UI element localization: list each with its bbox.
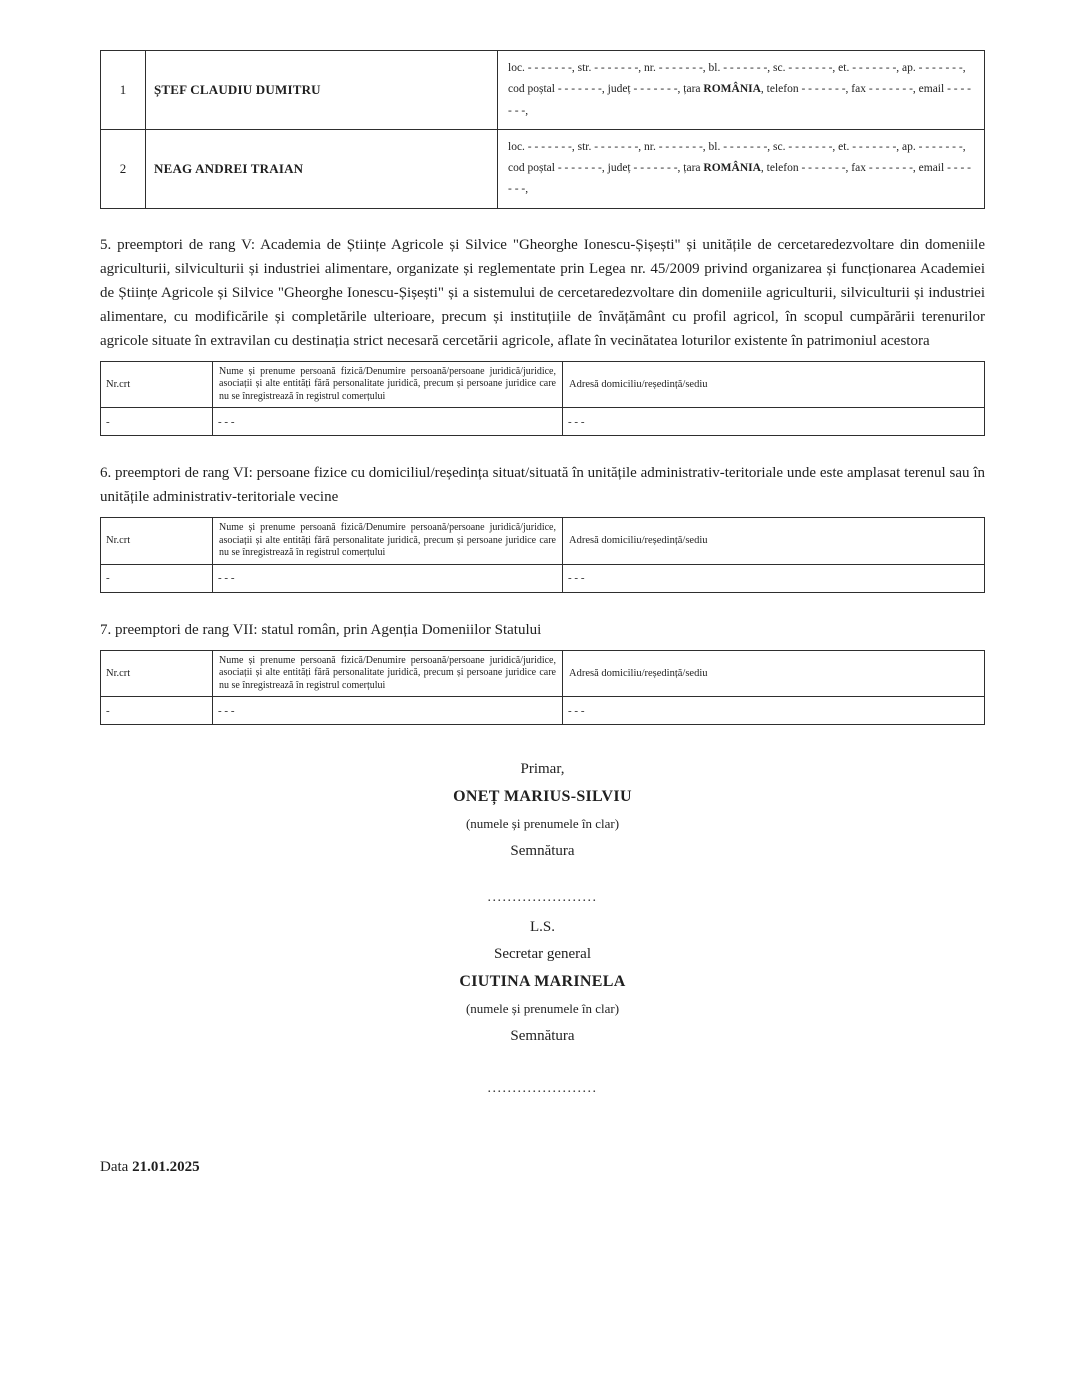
section-rang-vi-paragraph: 6. preemptori de rang VI: persoane fizice cu domiciliul/reședința situat/situată în unitățile administrativ-teritoriale unde este amplasat terenul sau în unitățile administrativ-teritoriale vecine	[100, 465, 985, 506]
table-row	[101, 408, 985, 436]
table-row	[101, 697, 985, 725]
address-text: loc. - - - - - - -, str. - - - - - - -, nr. - - - - - - -, bl. - - - - - - -, sc. - - - - - - -, et. - - - - - - -, ap. - - - - - - -, cod poștal - - - - - - -, județ - - - - - - -, țara	[508, 62, 966, 96]
party-address	[498, 129, 985, 208]
table-header-row	[101, 650, 985, 697]
primar-title: Primar,	[520, 761, 565, 778]
cell-nr: -	[101, 408, 213, 436]
signature-label: Semnătura	[510, 1028, 575, 1045]
secretary-name: CIUTINA MARINELA	[459, 973, 626, 991]
signature-label: Semnătura	[510, 843, 575, 860]
header-name: Nume și prenume persoană fizică/Denumire persoană/persoane juridică/juridice, asociații și alte entități fără personalitate juridică, precum și persoane juridice care nu se înregistrează în registrul comerțului	[213, 518, 563, 565]
header-name: Nume și prenume persoană fizică/Denumire persoană/persoane juridică/juridice, asociații și alte entități fără personalitate juridică, precum și persoane juridice care nu se înregistrează în registrul comerțului	[213, 361, 563, 408]
table-header-row	[101, 518, 985, 565]
document-date	[100, 1159, 985, 1176]
table-header-row	[101, 361, 985, 408]
address-text: loc. - - - - - - -, str. - - - - - - -, nr. - - - - - - -, bl. - - - - - - -, sc. - - - - - - -, et. - - - - - - -, ap. - - - - - - -, cod poștal - - - - - - -, județ - - - - - - -, țara	[508, 140, 966, 175]
table-row	[101, 51, 985, 130]
cell-nr: -	[101, 697, 213, 725]
row-number: 2	[101, 129, 146, 208]
header-nr-crt: Nr.crt	[101, 650, 213, 697]
preemptor-table-rang-vi	[100, 517, 985, 593]
header-address: Adresă domiciliu/reședință/sediu	[563, 518, 985, 565]
signature-block	[100, 761, 985, 1097]
parties-table	[100, 50, 985, 209]
signature-dotted-line: ......................	[487, 1081, 598, 1097]
header-address: Adresă domiciliu/reședință/sediu	[563, 650, 985, 697]
address-text-cont: , telefon - - - - - - -, fax - - - - - - -, email - - - - - - -,	[508, 162, 972, 196]
section-rang-vii-paragraph: 7. preemptori de rang VII: statul român, prin Agenția Domeniilor Statului	[100, 621, 542, 638]
name-note: (numele și prenumele în clar)	[465, 816, 620, 832]
table-row	[101, 564, 985, 592]
cell-name: - - -	[213, 564, 563, 592]
header-nr-crt: Nr.crt	[101, 361, 213, 408]
primar-name: ONEȚ MARIUS-SILVIU	[453, 788, 632, 806]
cell-nr: -	[101, 564, 213, 592]
table-row	[101, 129, 985, 208]
header-name: Nume și prenume persoană fizică/Denumire persoană/persoane juridică/juridice, asociații și alte entități fără personalitate juridică, precum și persoane juridice care nu se înregistrează în registrul comerțului	[213, 650, 563, 697]
cell-address: - - -	[563, 564, 985, 592]
party-name: ȘTEF CLAUDIU DUMITRU	[146, 51, 498, 130]
address-country: ROMÂNIA	[703, 83, 761, 96]
row-number: 1	[101, 51, 146, 130]
address-country: ROMÂNIA	[703, 162, 761, 175]
cell-name: - - -	[213, 697, 563, 725]
signature-dotted-line: ......................	[487, 890, 598, 906]
address-text-cont: , telefon - - - - - - -, fax - - - - - - -, email - - - - - - -,	[508, 83, 972, 117]
ls-label: L.S.	[529, 919, 555, 936]
name-note: (numele și prenumele în clar)	[465, 1001, 620, 1017]
date-label: Data	[100, 1159, 129, 1176]
preemptor-table-rang-v	[100, 361, 985, 437]
preemptor-table-rang-vii	[100, 650, 985, 726]
cell-address: - - -	[563, 697, 985, 725]
cell-address: - - -	[563, 408, 985, 436]
secretary-title: Secretar general	[493, 946, 592, 963]
date-value: 21.01.2025	[132, 1159, 200, 1176]
cell-name: - - -	[213, 408, 563, 436]
party-name: NEAG ANDREI TRAIAN	[146, 129, 498, 208]
header-nr-crt: Nr.crt	[101, 518, 213, 565]
section-rang-v-paragraph: 5. preemptori de rang V: Academia de Științe Agricole și Silvice "Gheorghe Ionescu-Șișești" și unitățile de cercetaredezvoltare din domeniile agriculturii, silviculturii și industriei alimentare, organizate și reglementate prin Legea nr. 45/2009 privind organizarea și funcționarea Academiei de Științe Agricole și Silvice "Gheorghe Ionescu-Șișești" și a sistemului de cercetaredezvoltare din domeniile agriculturii, silviculturii și industriei alimentare, cu modificările și completările ulterioare, precum și instituțiile de învățământ cu profil agricol, în scopul cumpărării terenurilor agricole situate în extravilan cu destinația strict necesară cercetării agricole, aflate în vecinătatea loturilor existente în patrimoniul acestora	[100, 236, 985, 349]
header-address: Adresă domiciliu/reședință/sediu	[563, 361, 985, 408]
party-address	[498, 51, 985, 130]
